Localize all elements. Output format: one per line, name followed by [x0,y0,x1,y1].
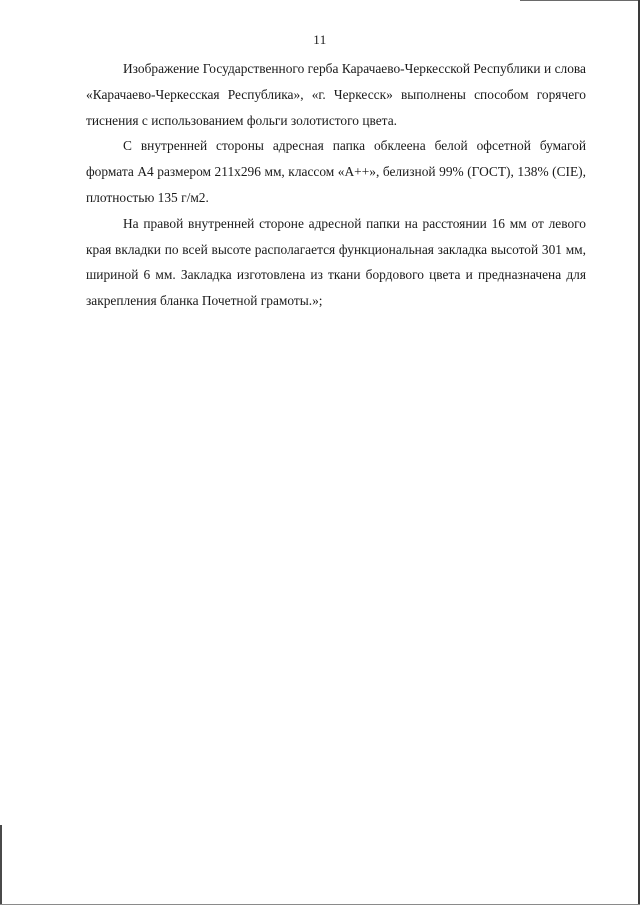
paragraph-bookmark: На правой внутренней стороне адресной папки на расстоянии 16 мм от левого края вкладки по всей высоте располагается функциональная закладка высотой 301 мм, шириной 6 мм. Закладка изготовлена из ткани бордового цвета и предназначена для закрепления бланка Почетной грамоты.»; [86,215,586,309]
body-text [86,56,586,314]
paragraph-inner-lining: С внутренней стороны адресная папка обклеена белой офсетной бумагой формата А4 размером 211x296 мм, классом «А++», белизной 99% (ГОСТ), 138% (CIE), плотностью 135 г/м2. [86,138,586,205]
scan-edge-top [520,0,640,1]
page-number: 11 [313,32,327,47]
scan-edge-left [0,825,2,905]
paragraph-coat-of-arms: Изображение Государственного герба Карачаево-Черкесской Республики и слова «Карачаево-Черкесская Республика», «г. Черкесск» выполнены способом горячего тиснения с использованием фольги золотистого цвета. [86,61,586,128]
